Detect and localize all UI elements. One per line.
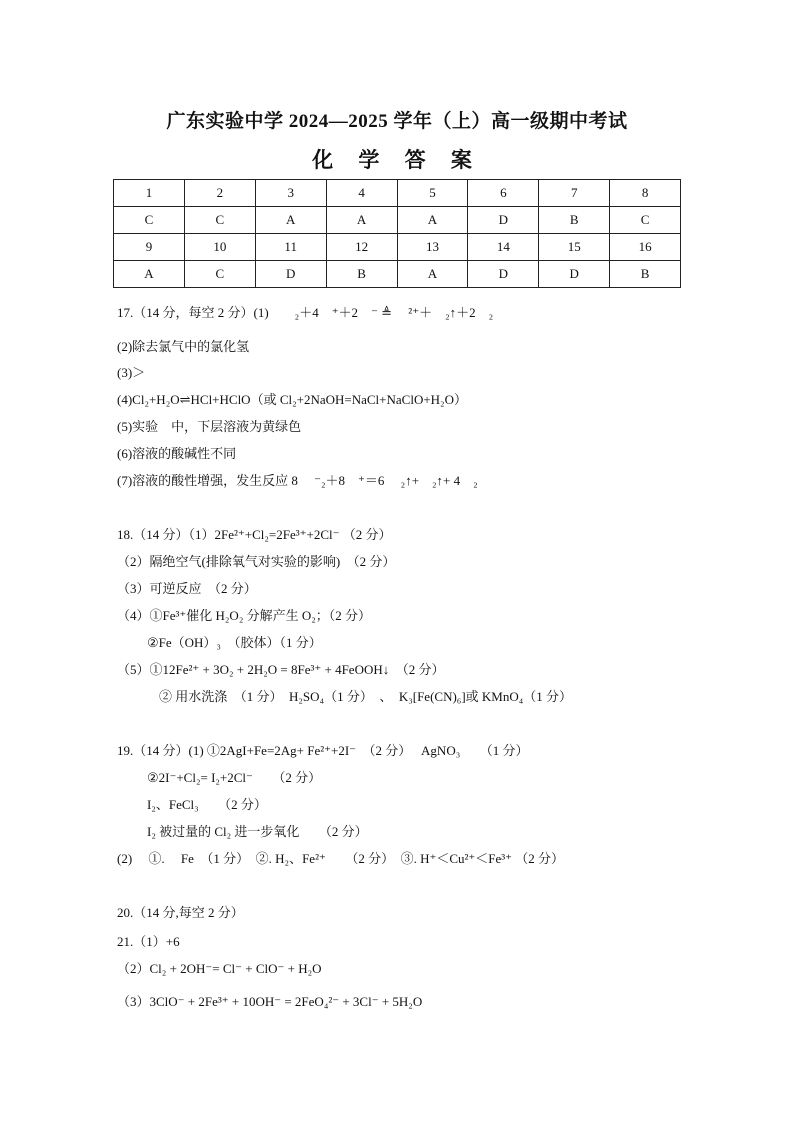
question-number-cell: 3	[255, 180, 326, 207]
answer-cell: A	[255, 207, 326, 234]
answer-cell: C	[610, 207, 681, 234]
q20-line-1: 20.（14 分,每空 2 分）	[117, 905, 244, 920]
question-number-row	[114, 234, 681, 261]
q17-line-7: (7)溶液的酸性增强，发生反应 8 ⁻₂＋8 ⁺＝6 ₂↑+ ₂↑+ 4 ₂	[117, 473, 478, 488]
q18-line-7: ② 用水洗涤 （1 分） H₂SO₄（1 分） 、 K₃[Fe(CN)₆]或 KMnO₄（1 分）	[159, 689, 573, 704]
q18-line-3: （3）可逆反应 （2 分）	[117, 581, 257, 596]
answer-cell: A	[326, 207, 397, 234]
question-number-cell: 4	[326, 180, 397, 207]
question-number-cell: 8	[610, 180, 681, 207]
answer-cell: A	[114, 261, 185, 288]
answer-cell: D	[468, 261, 539, 288]
question-number-cell: 7	[539, 180, 610, 207]
answer-cell: B	[539, 207, 610, 234]
q18-line-2: （2）隔绝空气(排除氧气对实验的影响) （2 分）	[117, 554, 396, 569]
question-number-cell: 13	[397, 234, 468, 261]
q19-line-2: ②2I⁻+Cl₂= I₂+2Cl⁻ （2 分）	[147, 770, 322, 785]
q17-line-5: (5)实验 中，下层溶液为黄绿色	[117, 419, 302, 434]
answer-cell: D	[539, 261, 610, 288]
question-number-row	[114, 180, 681, 207]
answer-table	[113, 179, 681, 288]
q18-line-5: ②Fe（OH）₃ （胶体）（1 分）	[147, 635, 322, 650]
q17-line-6: (6)溶液的酸碱性不同	[117, 446, 237, 461]
question-number-cell: 11	[255, 234, 326, 261]
page-title: 广东实验中学 2024—2025 学年（上）高一级期中考试	[166, 111, 628, 132]
answer-cell: C	[184, 261, 255, 288]
q18-line-6: （5）①12Fe²⁺ + 3O₂ + 2H₂O = 8Fe³⁺ + 4FeOOH↓ （2 分）	[117, 662, 445, 677]
answer-cell: A	[397, 261, 468, 288]
question-number-cell: 6	[468, 180, 539, 207]
q17-line-3: (3)＞	[117, 365, 146, 380]
answer-cell: C	[184, 207, 255, 234]
page-subtitle: 化 学 答 案	[312, 148, 482, 172]
q19-line-3: I₂、FeCl₃ （2 分）	[147, 797, 267, 812]
q17-line-2: (2)除去氯气中的氯化氢	[117, 339, 250, 354]
q18-line-1: 18.（14 分）（1）2Fe²⁺+Cl₂=2Fe³⁺+2Cl⁻ （2 分）	[117, 527, 392, 542]
question-number-cell: 14	[468, 234, 539, 261]
q18-line-4: （4）①Fe³⁺催化 H₂O₂ 分解产生 O₂；（2 分）	[117, 608, 372, 623]
answer-cell: B	[326, 261, 397, 288]
question-number-cell: 1	[114, 180, 185, 207]
q17-line-4: (4)Cl₂+H₂O⇌HCl+HClO（或 Cl₂+2NaOH=NaCl+NaClO+H₂O）	[117, 392, 467, 407]
answer-cell: C	[114, 207, 185, 234]
q19-line-4: I₂ 被过量的 Cl₂ 进一步氧化 （2 分）	[147, 824, 368, 839]
q21-line-1: 21.（1）+6	[117, 934, 180, 949]
question-number-cell: 15	[539, 234, 610, 261]
q19-line-1: 19.（14 分）(1) ①2AgI+Fe=2Ag+ Fe²⁺+2I⁻ （2 分） AgNO₃ （1 分）	[117, 743, 529, 758]
answer-cell: D	[255, 261, 326, 288]
q19-line-5: (2) ①. Fe （1 分） ②. H₂、Fe²⁺ （2 分） ③. H⁺＜Cu²⁺＜Fe³⁺ （2 分）	[117, 851, 565, 866]
question-number-cell: 10	[184, 234, 255, 261]
answer-cell: D	[468, 207, 539, 234]
q17-line-1: 17.（14 分，每空 2 分）(1) ₂＋4 ⁺＋2 ⁻ ≜ ²⁺＋ ₂↑＋2 ₂	[117, 305, 494, 320]
question-number-cell: 5	[397, 180, 468, 207]
question-number-cell: 12	[326, 234, 397, 261]
answer-cell: B	[610, 261, 681, 288]
q21-line-2: （2）Cl₂ + 2OH⁻= Cl⁻ + ClO⁻ + H₂O	[117, 961, 322, 976]
question-number-cell: 9	[114, 234, 185, 261]
q21-line-3: （3）3ClO⁻ + 2Fe³⁺ + 10OH⁻ = 2FeO₄²⁻ + 3Cl⁻ + 5H₂O	[117, 994, 423, 1009]
answer-row	[114, 207, 681, 234]
answer-row	[114, 261, 681, 288]
question-number-cell: 2	[184, 180, 255, 207]
question-number-cell: 16	[610, 234, 681, 261]
answer-cell: A	[397, 207, 468, 234]
